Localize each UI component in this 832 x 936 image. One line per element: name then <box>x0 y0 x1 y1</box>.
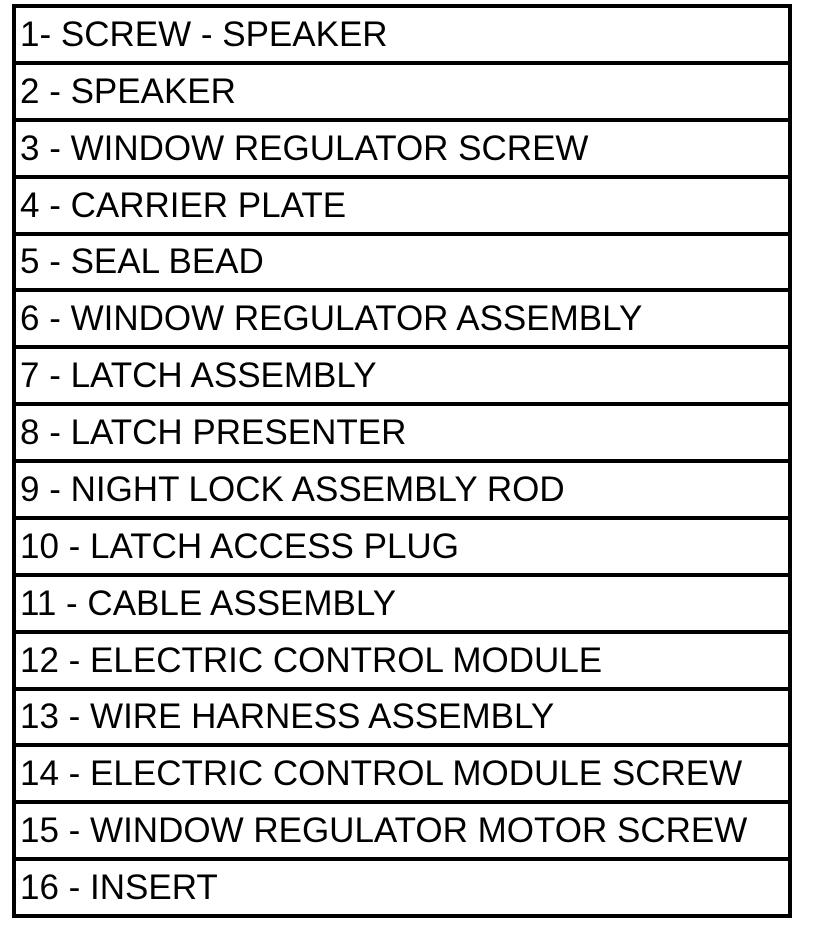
legend-row <box>16 747 788 804</box>
legend-row <box>16 236 788 293</box>
legend-item-label: 11 - CABLE ASSEMBLY <box>20 583 397 623</box>
legend-row <box>16 292 788 349</box>
legend-item-label: 2 - SPEAKER <box>20 71 236 111</box>
legend-row <box>16 804 788 861</box>
legend-item-label: 6 - WINDOW REGULATOR ASSEMBLY <box>20 299 643 339</box>
legend-item-label: 12 - ELECTRIC CONTROL MODULE <box>20 640 603 680</box>
legend-item-label: 10 - LATCH ACCESS PLUG <box>20 526 459 566</box>
legend-row <box>16 8 788 65</box>
legend-row <box>16 691 788 748</box>
legend-item-label: 14 - ELECTRIC CONTROL MODULE SCREW <box>20 754 743 794</box>
legend-item-label: 3 - WINDOW REGULATOR SCREW <box>20 128 589 168</box>
legend-item-label: 4 - CARRIER PLATE <box>20 185 347 225</box>
legend-item-label: 16 - INSERT <box>20 868 218 908</box>
legend-item-label: 9 - NIGHT LOCK ASSEMBLY ROD <box>20 469 565 509</box>
legend-row <box>16 861 788 914</box>
legend-row <box>16 179 788 236</box>
legend-row <box>16 520 788 577</box>
legend-row <box>16 349 788 406</box>
legend-row <box>16 463 788 520</box>
legend-row <box>16 634 788 691</box>
legend-item-label: 15 - WINDOW REGULATOR MOTOR SCREW <box>20 811 748 851</box>
legend-row <box>16 406 788 463</box>
legend-row <box>16 577 788 634</box>
legend-item-label: 5 - SEAL BEAD <box>20 242 264 282</box>
legend-row <box>16 122 788 179</box>
parts-legend-table <box>12 4 792 918</box>
legend-item-label: 8 - LATCH PRESENTER <box>20 413 407 453</box>
legend-item-label: 13 - WIRE HARNESS ASSEMBLY <box>20 697 555 737</box>
legend-row <box>16 65 788 122</box>
legend-item-label: 7 - LATCH ASSEMBLY <box>20 356 377 396</box>
legend-item-label: 1- SCREW - SPEAKER <box>20 14 388 54</box>
